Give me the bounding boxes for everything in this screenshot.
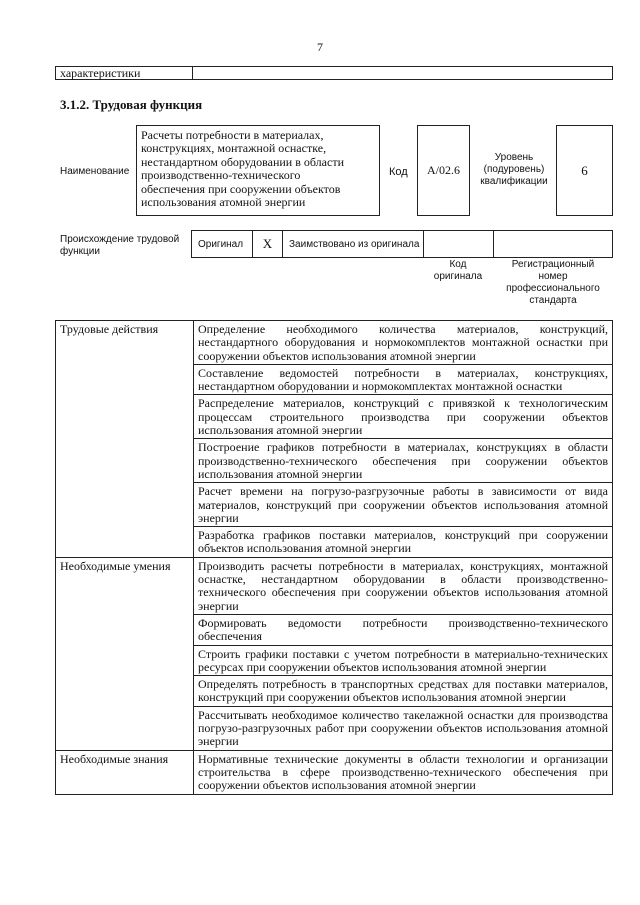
table-cell: Составление ведомостей потребности в материалах, конструкциях, нестандартном оборудовании и нормокомплектах монтажной оснастки — [194, 364, 613, 395]
name-label: Наименование — [60, 166, 130, 177]
code-original-cell — [424, 231, 494, 257]
page-number: 7 — [317, 40, 323, 54]
level-label-line: (подуровень) — [483, 164, 545, 175]
function-name-box — [136, 125, 380, 216]
origin-table — [191, 230, 613, 258]
original-mark-cell — [253, 231, 283, 257]
caption-line: Код — [449, 259, 467, 270]
level-label-line: Уровень — [494, 152, 534, 163]
code-label: Код — [389, 166, 408, 178]
table-cell: Разработка графиков поставки материалов, конструкций при сооружении объектов использования атомной энергии — [194, 527, 613, 558]
table-cell: Рассчитывать необходимое количество такелажной оснастки для производства погрузо-разгрузочных работ при сооружении объектов использования атомной энергии — [194, 706, 613, 750]
function-name-line: использования атомной энергии — [141, 195, 306, 210]
original-label: Оригинал — [198, 238, 244, 250]
function-name-line: обеспечения при сооружении объектов — [141, 181, 341, 196]
level-label — [476, 152, 552, 188]
table-cell: Расчет времени на погрузо-разгрузочные работы в зависимости от вида материалов, конструкций при сооружении объектов использования атомной энергии — [194, 483, 613, 527]
table-row — [56, 557, 613, 614]
continuation-cell: характеристики — [56, 67, 193, 79]
table-cell: Строить графики поставки с учетом потребности в материально-технических ресурсах при сооружении объектов использования атомной энергии — [194, 645, 613, 676]
caption-line: стандарта — [529, 295, 577, 306]
origin-label-line: Происхождение трудовой — [60, 234, 180, 245]
original-cell — [192, 231, 253, 257]
table-row — [56, 750, 613, 794]
table-cell: Построение графиков потребности в материалах, конструкциях в области производственно-технического обеспечения при сооружении объектов использования атомной энергии — [194, 439, 613, 483]
section-title: 3.1.2. Трудовая функция — [60, 97, 203, 112]
caption-line: номер — [538, 271, 568, 282]
borrowed-cell — [283, 231, 424, 257]
caption-line: Регистрационный — [511, 259, 595, 270]
origin-label — [60, 234, 185, 258]
reg-number-caption — [493, 259, 613, 307]
level-label-line: квалификации — [480, 176, 548, 187]
function-name-line: конструкциях, монтажной оснастке, — [141, 141, 327, 156]
reg-number-cell — [494, 231, 612, 257]
function-name-line: нестандартном оборудовании в области — [141, 154, 344, 169]
table-cell: Нормативные технические документы в области технологии и организации строительства в сфере производственно-технического обеспечения при сооружении объектов использования атомной энергии — [194, 750, 613, 794]
table-cell: Формировать ведомости потребности производственно-технического обеспечения — [194, 614, 613, 645]
table-cell: Производить расчеты потребности в материалах, конструкциях, монтажной оснастке, нестандартном оборудовании в области производственно-технического обеспечения при сооружении объектов использования атомной энергии — [194, 557, 613, 614]
continuation-table — [55, 66, 613, 80]
competency-table — [55, 320, 613, 795]
table-cell: Определение необходимого количества материалов, конструкций, нестандартного оборудования и нормокомплектов монтажной оснастки при сооружении объектов использования атомной энергии — [194, 321, 613, 365]
section-heading: Необходимые знания — [56, 750, 194, 794]
borrowed-label: Заимствовано из оригинала — [289, 238, 420, 250]
section-heading: Необходимые умения — [56, 557, 194, 750]
caption-line: оригинала — [433, 271, 483, 282]
origin-label-line: функции — [60, 246, 100, 257]
level-value-box — [556, 125, 613, 216]
code-original-caption — [423, 259, 493, 283]
function-name-line: Расчеты потребности в материалах, — [141, 128, 324, 142]
table-cell: Определять потребность в транспортных средствах для поставки материалов, конструкций при сооружении объектов использования атомной энергии — [194, 676, 613, 707]
function-name-line: производственно-технического — [141, 168, 301, 183]
level-value: 6 — [581, 162, 588, 178]
table-cell: Распределение материалов, конструкций с привязкой к технологическим процессам строительного производства при сооружении объектов использования атомной энергии — [194, 395, 613, 439]
table-row — [56, 321, 613, 365]
caption-line: профессионального — [506, 283, 600, 294]
section-heading: Трудовые действия — [56, 321, 194, 558]
original-mark: X — [262, 236, 273, 251]
code-value: A/02.6 — [427, 163, 460, 177]
code-value-box — [417, 125, 470, 216]
